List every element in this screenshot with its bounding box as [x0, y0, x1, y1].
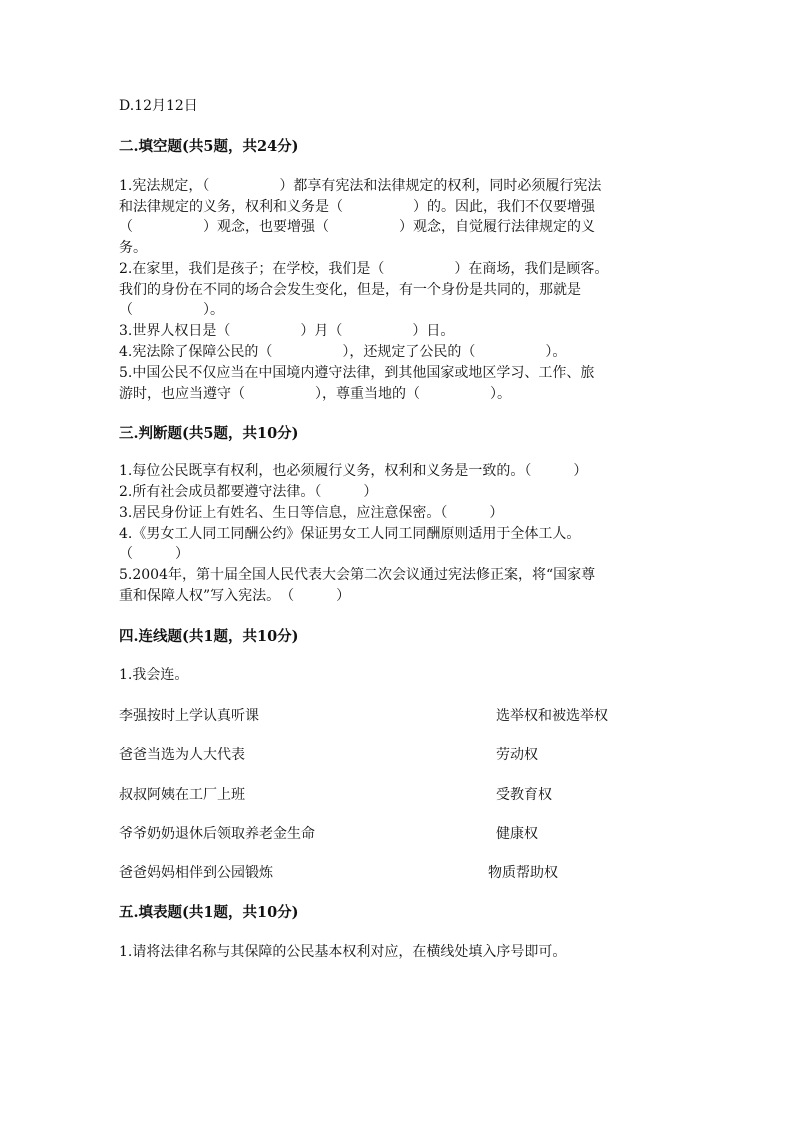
fill-blank-line: 和法律规定的义务，权利和义务是（ ）的。因此，我们不仅要增强: [119, 199, 595, 215]
judgment-line: 4.《男女工人同工同酬公约》保证男女工人同工同酬原则适用于全体工人。: [119, 526, 581, 542]
fill-blank-line: 2.在家里，我们是孩子；在学校，我们是（ ）在商场，我们是顾客。: [119, 261, 609, 277]
matching-left-item: 爸爸妈妈相伴到公园锻炼: [119, 865, 273, 881]
section-fill-blank-heading: 二.填空题(共5题，共24分): [119, 138, 299, 155]
matching-right-item: 受教育权: [496, 787, 552, 803]
table-fill-question: 1.请将法律名称与其保障的公民基本权利对应，在横线处填入序号即可。: [119, 944, 567, 960]
matching-right-item: 物质帮助权: [488, 865, 558, 881]
matching-right-item: 劳动权: [496, 747, 538, 763]
matching-left-item: 爷爷奶奶退休后领取养老金生命: [119, 826, 315, 842]
fill-blank-line: 5.中国公民不仅应当在中国境内遵守法律，到其他国家或地区学习、工作、旅: [119, 365, 595, 381]
section-judgment-heading: 三.判断题(共5题，共10分): [119, 425, 299, 442]
fill-blank-line: 3.世界人权日是（ ）月（ ）日。: [119, 323, 455, 339]
judgment-line: 2.所有社会成员都要遵守法律。（ ）: [119, 484, 378, 500]
matching-left-item: 爸爸当选为人大代表: [119, 747, 245, 763]
matching-left-item: 李强按时上学认真听课: [119, 708, 259, 724]
fill-blank-line: 我们的身份在不同的场合会发生变化，但是，有一个身份是共同的，那就是: [119, 282, 581, 298]
judgment-line: 重和保障人权”写入宪法。 （ ）: [119, 588, 351, 604]
judgment-line: （ ）: [119, 546, 189, 562]
fill-blank-line: 务。: [119, 240, 147, 256]
fill-blank-line: 游时，也应当遵守（ ），尊重当地的（ ）。: [119, 386, 511, 402]
section-table-fill-heading: 五.填表题(共1题，共10分): [119, 904, 299, 921]
judgment-line: 5.2004年，第十届全国人民代表大会第二次会议通过宪法修正案，将“国家尊: [119, 567, 596, 583]
fill-blank-line: 4.宪法除了保障公民的（ ），还规定了公民的（ ）。: [119, 344, 567, 360]
matching-question: 1.我会连。: [119, 667, 189, 683]
fill-blank-line: 1.宪法规定，（ ）都享有宪法和法律规定的权利，同时必须履行宪法: [119, 178, 602, 194]
matching-left-item: 叔叔阿姨在工厂上班: [119, 787, 245, 803]
fill-blank-line: （ ）观念，也要增强（ ）观念，自觉履行法律规定的义: [119, 219, 595, 235]
fill-blank-line: （ ）。: [119, 302, 224, 318]
judgment-line: 3.居民身份证上有姓名、生日等信息，应注意保密。（ ）: [119, 505, 504, 521]
matching-right-item: 健康权: [496, 826, 538, 842]
section-matching-heading: 四.连线题(共1题，共10分): [119, 628, 299, 645]
option-d: D.12月12日: [119, 98, 198, 114]
judgment-line: 1.每位公民既享有权利，也必须履行义务，权利和义务是一致的。（ ）: [119, 463, 588, 479]
matching-right-item: 选举权和被选举权: [496, 708, 608, 724]
